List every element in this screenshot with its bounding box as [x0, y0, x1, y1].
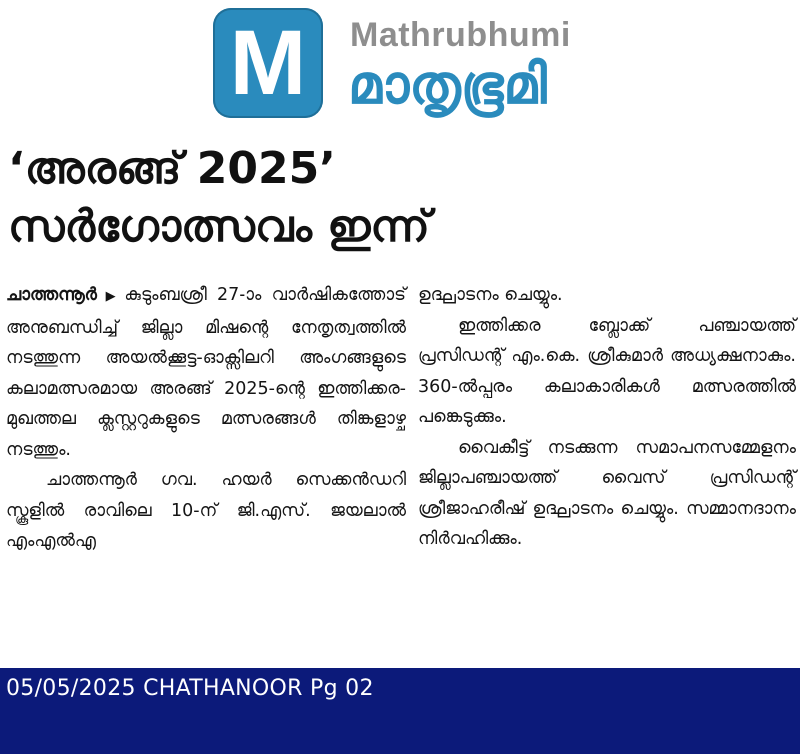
- paragraph-text: കുടുംബശ്രീ 27-ാം വാർഷികത്തോട് അനുബന്ധിച്ച് ജില്ലാ മിഷന്റെ നേതൃത്വത്തിൽ നടത്തുന്ന അയൽക്കൂട്ട-ഓക്സിലറി അംഗങ്ങളുടെ കലാമത്സരമായ അരങ്ങ് 2025-ന്റെ ഇത്തിക്കര-മുഖത്തല ക്ലസ്റ്ററുകളുടെ മത്സരങ്ങൾ തിങ്കളാഴ്ച നടത്തും.: [6, 285, 407, 460]
- mathrubhumi-logo: [213, 8, 323, 118]
- masthead: [0, 0, 800, 125]
- brand-name-english: Mathrubhumi: [350, 16, 571, 54]
- dateline: ചാത്തന്നൂർ: [6, 285, 97, 305]
- edition-caption: 05/05/2025 CHATHANOOR Pg 02: [6, 676, 374, 701]
- article-body: [6, 280, 796, 660]
- article-paragraph: വൈകീട്ട് നടക്കുന്ന സമാപനസമ്മേളനം ജില്ലാപഞ്ചായത്ത് വൈസ് പ്രസിഡന്റ് ശ്രീജാഹരീഷ് ഉദ്ഘാടനം ചെയ്യും. സമ്മാനദാനം നിർവഹിക്കും.: [418, 437, 796, 549]
- headline: [8, 140, 788, 256]
- article-paragraph: [6, 280, 406, 465]
- logo-letter: M: [229, 12, 307, 114]
- brand-name-malayalam: മാതൃഭൂമി: [348, 53, 547, 116]
- article-column-right: [418, 280, 796, 555]
- article-paragraph: ഉദ്ഘാടനം ചെയ്യും.: [418, 285, 563, 305]
- footer-bar: [0, 668, 800, 754]
- article-column-left: [6, 280, 406, 557]
- headline-line-2: സർഗോത്സവം ഇന്ന്: [8, 201, 430, 252]
- article-paragraph: ചാത്തന്നൂർ ഗവ. ഹയർ സെക്കൻഡറി സ്കൂളിൽ രാവിലെ 10-ന് ജി.എസ്. ജയലാൽ എംഎൽഎ: [6, 470, 406, 551]
- headline-line-1: ‘അരങ്ങ് 2025’: [8, 143, 336, 194]
- dateline-arrow-icon: ▶: [100, 289, 121, 304]
- article-paragraph: ഇത്തിക്കര ബ്ലോക്ക് പഞ്ചായത്ത് പ്രസിഡന്റ് എം.കെ. ശ്രീകുമാർ അധ്യക്ഷനാകും. 360-ൽപ്പരം കലാകാരികൾ മത്സരത്തിൽ പങ്കെടുക്കും.: [418, 315, 796, 427]
